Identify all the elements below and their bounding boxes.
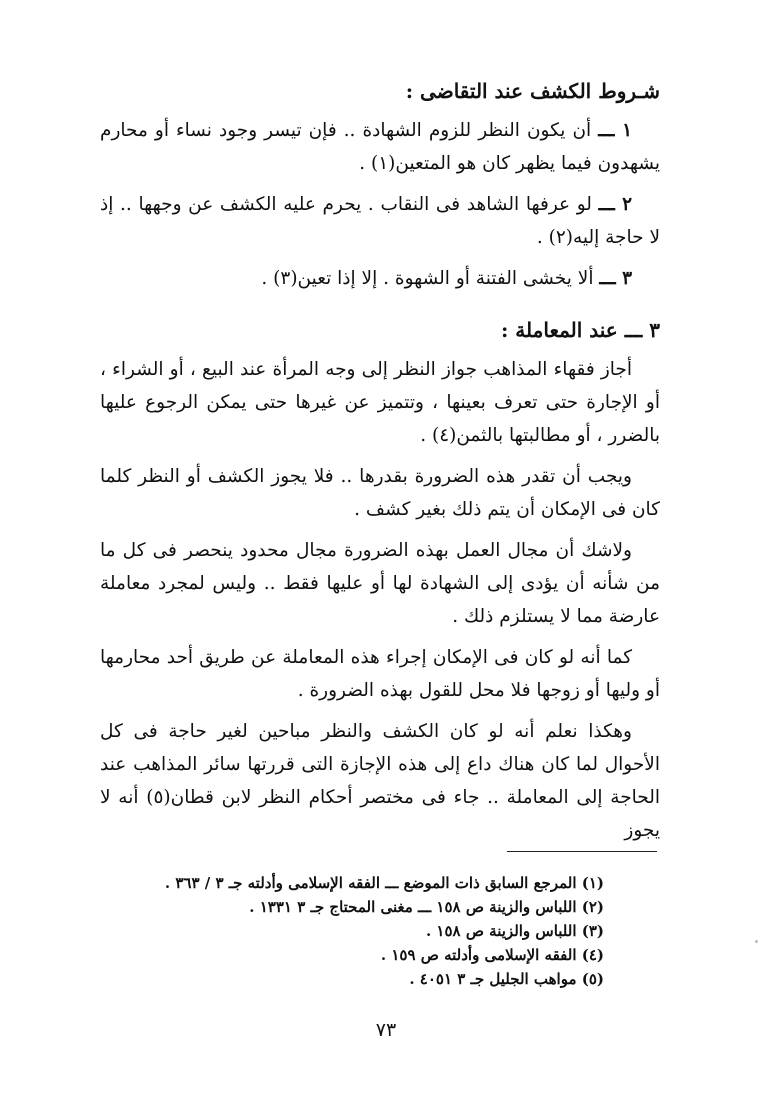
item-number: ٣ ـــ <box>599 268 632 289</box>
section-heading-litigation: شـروط الكشف عند التقاضى : <box>405 79 660 103</box>
footnote: (١) المرجع السابق ذات الموضع ـــ الفقه الإسلامى وأدلته جـ ٣ / ٣٦٣ . <box>164 874 604 892</box>
footnote: (٤) الفقه الإسلامى وأدلته ص ١٥٩ . <box>380 946 604 964</box>
paragraph: ولاشك أن مجال العمل بهذه الضرورة مجال محدود ينحصر فى كل ما من شأنه أن يؤدى إلى الشهادة لها أو عليها فقط .. وليس لمجرد معاملة عارضة مما لا يستلزم ذلك . <box>100 540 660 627</box>
item-number: ١ ـــ <box>598 120 632 141</box>
footnote-separator <box>507 851 657 852</box>
paragraph: أجاز فقهاء المذاهب جواز النظر إلى وجه المرأة عند البيع ، أو الشراء ، أو الإجارة حتى تعرف بعينها ، وتتميز عن غيرها حتى يمكن الرجوع عليها بالضرر ، أو مطالبتها بالثمن(٤) . <box>100 359 660 446</box>
item-number: ٢ ـــ <box>598 194 633 215</box>
condition-item-1 <box>100 114 660 180</box>
item-text: أن يكون النظر للزوم الشهادة .. فإن تيسر وجود نساء أو محارم يشهدون فيما يظهر كان هو المتعين(١) . <box>100 120 660 174</box>
footnote: (٣) اللباس والزينة ص ١٥٨ . <box>425 922 604 940</box>
footnotes <box>164 871 604 991</box>
item-text: لو عرفها الشاهد فى النقاب . يحرم عليه الكشف عن وجهها .. إذ لا حاجة إليه(٢) . <box>100 194 660 248</box>
paragraph: وهكذا نعلم أنه لو كان الكشف والنظر مباحين لغير حاجة فى كل الأحوال لما كان هناك داع إلى هذه الإجازة التى قررتها سائر المذاهب عند الحاجة إلى المعاملة .. جاء فى مختصر أحكام النظر لابن قطان(٥) أنه لا يجوز <box>100 721 660 841</box>
footnote: (٥) مواهب الجليل جـ ٣ ٤٠٥١ . <box>409 970 604 988</box>
condition-item-2 <box>100 188 660 254</box>
item-text: ألا يخشى الفتنة أو الشهوة . إلا إذا تعين(٣) . <box>261 268 594 289</box>
main-text <box>100 74 660 855</box>
scan-speck <box>755 940 758 943</box>
page-number: ٧٣ <box>375 1019 397 1041</box>
paragraph: ويجب أن تقدر هذه الضرورة بقدرها .. فلا يجوز الكشف أو النظر كلما كان فى الإمكان أن يتم ذلك بغير كشف . <box>100 466 660 520</box>
footnote: (٢) اللباس والزينة ص ١٥٨ ـــ مغنى المحتاج جـ ٣ ١٣٣١ . <box>249 898 604 916</box>
condition-item-3 <box>100 262 660 295</box>
paragraph: كما أنه لو كان فى الإمكان إجراء هذه المعاملة عن طريق أحد محارمها أو وليها أو زوجها فلا محل للقول بهذه الضرورة . <box>100 647 660 701</box>
section-heading-transaction: ٣ ـــ عند المعاملة : <box>500 318 660 342</box>
